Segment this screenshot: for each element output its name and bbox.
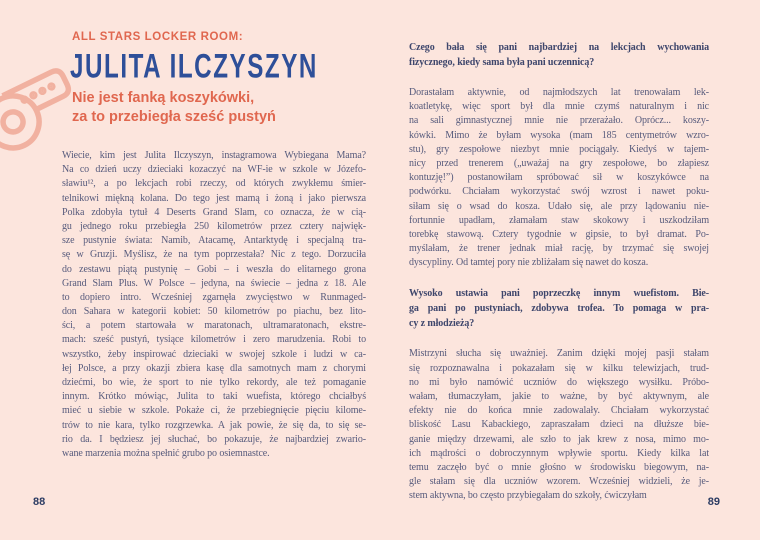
text-line: myślałam, że trener jednak miał rację, by trzymać się swojej <box>409 243 709 255</box>
text-line: wałam, tłumaczyłam, jakie to ważne, by być aktywnym, ale <box>409 391 709 402</box>
text-line: do zestawu piątą pustynię – Gobi – i weszła do elitarnego grona <box>62 263 366 275</box>
right-page <box>380 0 760 540</box>
page-number-left: 88 <box>33 496 46 508</box>
text-line: fizycznego, kiedy sama była pani uczennicą? <box>409 57 595 68</box>
text-line: kontuzję!”) postanowiłam spróbować sił w koszykówce na <box>409 172 709 184</box>
text-line: Dorastałam aktywnie, od najmłodszych lat trenowałam lek- <box>409 87 709 98</box>
text-line: Czego bała się pani najbardziej na lekcjach wychowania <box>409 42 709 53</box>
text-line: dziećmi, bo wie, że sport to nie tylko rekordy, ale też pomaganie <box>62 377 366 388</box>
text-line: kówki. Mimo że byłam wysoka (mam 185 centymetrów wzro- <box>409 129 709 141</box>
text-line: dyscypliny. Od tamtej pory nie zbliżałam się nawet do kosza. <box>409 257 649 269</box>
text-line: stu), gry zespołowe niezbyt mnie pociągały. Kiedyś w tajem- <box>409 143 709 155</box>
text-line: Grand Slam Plus. W Polsce – jedyna, na świecie – jedna z 18. Ale <box>62 277 366 289</box>
text-line: Na co dzień uczy dzieciaki kozaczyć na WF-ie w szkole w Józefo- <box>62 164 366 176</box>
text-line: wszystko, żeby inspirować dzieciaki w swojej szkole i ludzi w ca- <box>62 348 366 360</box>
text-line: ści, a potem startowała w maratonach, ultramaratonach, ekstre- <box>62 320 366 332</box>
text-line: na sali gimnastycznej mnie nie przerażało. Oprócz... koszy- <box>409 115 709 127</box>
article-subtitle <box>72 89 276 127</box>
text-line: rio da. I będziesz jej słuchać, bo pokazuje, że najbardziej zwario- <box>62 433 366 445</box>
text-line: Nie jest fanką koszykówki, <box>72 90 255 106</box>
text-line: koatletykę, więc sport był dla mnie czymś naturalnym i nic <box>409 101 709 113</box>
text-line: się rozpoznawalna i pokazałam się w kilku telewizjach, trud- <box>409 362 709 374</box>
text-line: sławiu¹², a po lekcjach robi rzeczy, od których zwykłemu śmier- <box>62 178 366 190</box>
text-line: sze pustynie świata: Namib, Atacamę, Antarktydę i specjalną tra- <box>62 235 366 247</box>
text-line: Wysoko ustawia pani poprzeczkę innym wuefistom. Bie- <box>409 288 709 300</box>
text-line: gu jednego roku przebiegła 250 kilometrów przez cztery najwięk- <box>62 220 366 232</box>
text-line: Polka zdobyła tytuł 4 Deserts Grand Slam, co oznacza, że w cią- <box>62 206 366 218</box>
text-line: nicy przed trenerem („uważaj na gry zespołowe, bo złapiesz <box>409 157 709 169</box>
text-line: no mi było namówić uczniów do większego wysiłku. Próbo- <box>409 376 709 388</box>
text-line: efekty nie do końca mnie zadowalały. Chciałam wykorzystać <box>409 405 709 417</box>
text-line: ganie między drzewami, ale szło to jak krew z nosa, mimo mo- <box>409 433 709 445</box>
text-line: sę w Gruzji. Myślisz, że na tym poprzestała? Nic z tego. Dorzuciła <box>62 249 366 261</box>
interview-question-2 <box>409 286 709 331</box>
text-line: torebkę stawową. Cztery tygodnie w gipsie, to był dramat. Po- <box>409 228 709 240</box>
text-line: innym. Krótko mówiąc, Julita to taki wuefista, którego chciałbyś <box>62 391 366 403</box>
intro-paragraph <box>62 149 366 461</box>
text-line: mieć u siebie w szkole. Pokaże ci, że przebiegnięcie pięciu kilome- <box>62 405 366 417</box>
text-line: ga pani po pustyniach, zdobywa trofea. To pomaga w pra- <box>409 303 709 315</box>
text-line: Mistrzyni słucha się uważniej. Zanim dzięki mojej pasji stałam <box>409 348 709 360</box>
interview-question-1 <box>409 40 709 70</box>
text-line: don Sahara w kategorii kobiet: 50 kilometrów po piachu, bez lito- <box>62 306 366 318</box>
text-line: fortunnie upadłam, złamałam staw skokowy i uszkodziłam <box>409 214 709 226</box>
text-line: Wiecie, kim jest Julita Ilczyszyn, instagramowa Wybiegana Mama? <box>62 150 366 161</box>
text-line: bliskość Lasu Kabackiego, zapraszałam dzieci na dłuższe bie- <box>409 419 709 431</box>
text-line: ich mądrości o dobroczynnym wpływie sportu. Kiedy kilka lat <box>409 447 709 459</box>
interview-column <box>409 40 709 520</box>
text-line: siłam się o wsad do kosza. Udało się, ale przy lądowaniu nie- <box>409 200 709 212</box>
text-line: stem aktywna, bo często przybiegałam do szkoły, ćwiczyłam <box>409 490 647 502</box>
text-line: trów to nie kara, tylko rozgrzewka. A jak powie, że się da, to się se- <box>62 419 366 431</box>
text-line: mach: sześć pustyń, tysiące kilometrów i zero marudzenia. Robi to <box>62 334 366 346</box>
article-kicker: ALL STARS LOCKER ROOM: <box>72 31 244 43</box>
article-title: JULITA ILCZYSZYN <box>70 46 318 86</box>
text-line: za to przebiegła sześć pustyń <box>72 109 276 125</box>
text-line: temu zaczęło być o mnie głośno w środowisku biegowym, na- <box>409 461 709 473</box>
interview-answer-1 <box>409 86 709 270</box>
page-number-right: 89 <box>707 496 720 508</box>
text-line: podwórku. Chciałam wykorzystać swój wzrost i nawet poku- <box>409 186 709 198</box>
text-line: telnikowi miękną kolana. Do tego jest mamą i żoną i jako pierwsza <box>62 192 366 204</box>
text-line: to dopiero intro. Wcześniej zgarnęła zwycięstwo w Runmaged- <box>62 291 366 303</box>
text-line: gle stałam się dla uczniów wzorem. Wcześniej widzieli, że je- <box>409 476 709 488</box>
interview-answer-2 <box>409 347 709 503</box>
text-line: wane marzenia można spełnić grubo po osiemnastce. <box>62 447 270 459</box>
text-line: cy z młodzieżą? <box>409 318 475 330</box>
text-line: łej Polsce, a przy okazji zbiera kasę dla samotnych mam z chorymi <box>62 362 366 374</box>
